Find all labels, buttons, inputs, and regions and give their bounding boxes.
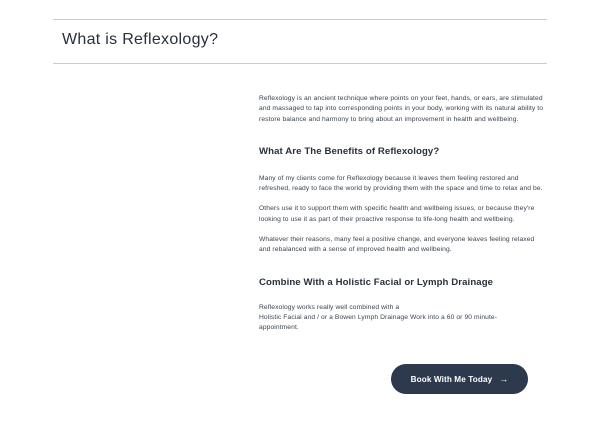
combine-paragraph [259,303,544,334]
combine-line: Holistic Facial and / or a Bowen Lymph Drainage Work into a 60 or 90 minute- [259,313,498,321]
page-title: What is Reflexology? [62,31,219,48]
arrow-right-icon: → [499,373,509,384]
combine-line: Reflexology works really well combined with a [259,303,400,311]
benefits-paragraph-restored: Many of my clients come for Reflexology because it leaves them feeling restored and refreshed, ready to face the world by providing them with the space and time to relax and be. [259,174,543,193]
combine-heading: Combine With a Holistic Facial or Lymph Drainage [259,276,494,288]
benefits-paragraph-support: Others use it to support them with specific health and wellbeing issues, or because they're looking to use it as part of their proactive response to life-long health and wellbeing. [259,205,535,223]
book-button-label: Book With Me Today [410,374,493,384]
main-content [259,94,544,344]
header-bottom-divider [53,63,547,64]
book-with-me-button[interactable] [391,364,528,394]
combine-line: appointment. [259,324,299,332]
benefits-paragraph-change: Whatever their reasons, many feel a positive change, and everyone leaves feeling relaxed and rebalanced with a sense of improved health and wellbeing. [259,236,535,254]
benefits-heading: What Are The Benefits of Reflexology? [259,145,440,157]
header-top-divider [53,19,547,20]
intro-paragraph: Reflexology is an ancient technique where points on your feet, hands, or ears, are stimulated and massaged to tap into corresponding points in your body, working with its natural ability to restore balance and harmony to bring about an improvement in health and wellbeing. [259,95,544,123]
